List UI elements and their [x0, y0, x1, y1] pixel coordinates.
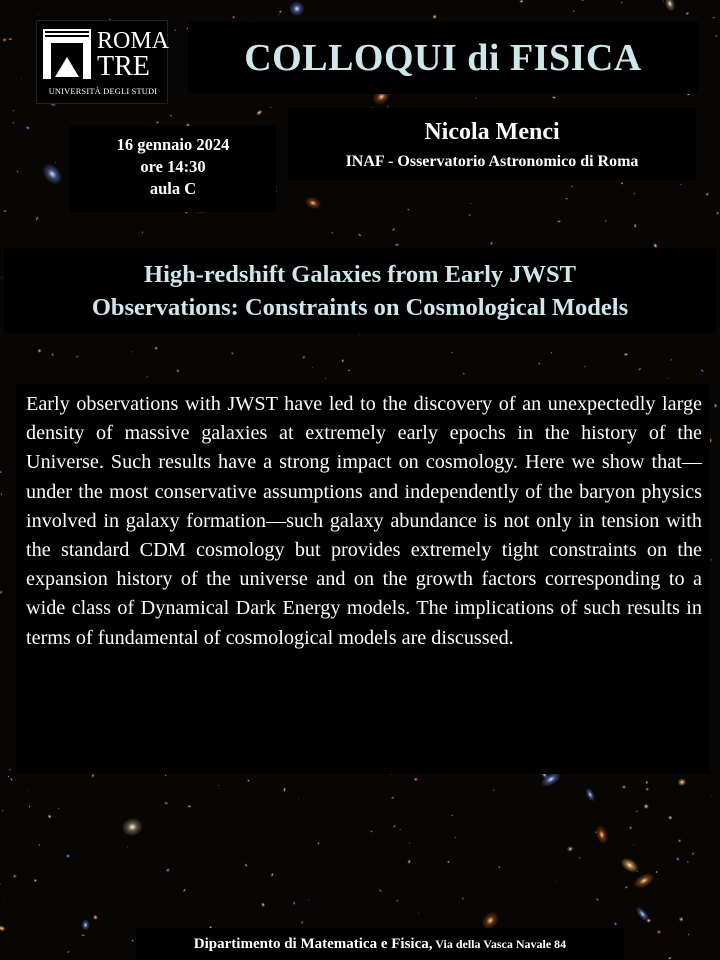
event-date: 16 gennaio 2024 [116, 135, 230, 154]
talk-title-panel [4, 248, 716, 334]
footer-address: Via della Vasca Navale 84 [432, 937, 567, 951]
header-panel [188, 22, 698, 94]
talk-title-line-2: Observations: Constraints on Cosmological Models [91, 294, 629, 321]
logo-arch-icon [43, 29, 91, 79]
abstract-panel [16, 384, 710, 774]
event-time: ore 14:30 [140, 157, 206, 176]
footer-department: Dipartimento di Matematica e Fisica, [193, 936, 433, 952]
event-info-panel [70, 126, 276, 212]
logo-text-university: UNIVERSITÀ DEGLI STUDI [48, 87, 158, 96]
speaker-affiliation: INAF - Osservatorio Astronomico di Roma [345, 153, 639, 170]
abstract-text: Early observations with JWST have led to the discovery of an unexpectedly large density of massive galaxies at extremely early epochs in the history of the Universe. Such results have a strong impact on cosmology. Here we show that—under the most conservative assumptions and independently of the baryon physics involved in galaxy formation—such galaxy abundance is not only in tension with the standard CDM cosmology but provides extremely tight constraints on the expansion history of the universe and on the growth factors corresponding to a wide class of Dynamical Dark Energy models. The implications of such results in terms of fundamental of cosmological models are discussed. [26, 393, 702, 649]
speaker-name: Nicola Menci [424, 119, 560, 145]
page-title: COLLOQUI di FISICA [244, 37, 642, 79]
event-room: aula C [149, 179, 197, 198]
footer-panel [136, 928, 624, 960]
speaker-panel [288, 108, 696, 180]
talk-title-line-1: High-redshift Galaxies from Early JWST [144, 261, 576, 288]
logo-text-roma: ROMA [97, 28, 170, 54]
logo-text-tre: TRE [97, 51, 150, 82]
roma-tre-logo [36, 20, 168, 104]
